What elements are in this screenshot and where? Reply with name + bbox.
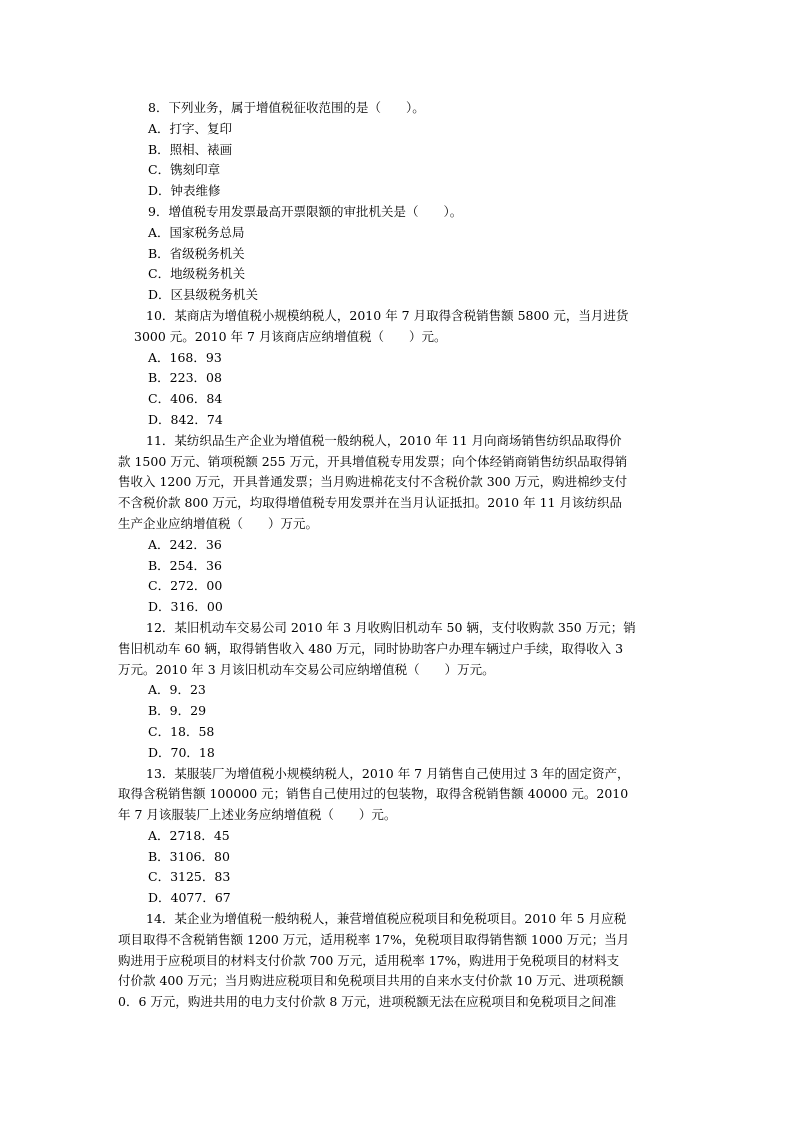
question-list: [118, 98, 658, 1013]
question-9-option-d: D．区县级税务机关: [148, 287, 259, 303]
question-12-option-a: A．9．23: [148, 682, 206, 698]
question-14-stem-line-4: 付价款 400 万元；当月购进应税项目和免税项目共用的自来水支付价款 10 万元、进项税额: [118, 973, 624, 989]
question-10-option-c: C．406．84: [148, 391, 223, 407]
question-10-option-d: D．842．74: [148, 411, 223, 427]
question-13-option-b: B．3106．80: [148, 848, 230, 864]
question-8-option-d: D．钟表维修: [148, 183, 221, 199]
question-11-stem-line-5: 生产企业应纳增值税（ ）万元。: [118, 515, 319, 531]
question-11-stem-line-3: 售收入 1200 万元，开具普通发票；当月购进棉花支付不含税价款 300 万元，购进棉纱支付: [118, 474, 628, 490]
question-10-stem-line-2: 3000 元。2010 年 7 月该商店应纳增值税（ ）元。: [134, 328, 447, 344]
question-9-stem: 9．增值税专用发票最高开票限额的审批机关是（ ）。: [148, 203, 463, 219]
question-11-stem-line-1: 11．某纺织品生产企业为增值税一般纳税人，2010 年 11 月向商场销售纺织品取得价: [146, 432, 622, 448]
question-9-option-a: A．国家税务总局: [148, 224, 245, 240]
question-14-stem-line-2: 项目取得不含税销售额 1200 万元，适用税率 17%，免税项目取得销售额 1000 万元；当月: [118, 931, 630, 947]
question-13-option-d: D．4077．67: [148, 890, 231, 906]
question-11-option-b: B．254．36: [148, 557, 222, 573]
question-9-option-c: C．地级税务机关: [148, 266, 246, 282]
question-12-option-b: B．9．29: [148, 703, 207, 719]
question-10-option-b: B．223．08: [148, 370, 222, 386]
question-8-option-b: B．照相、裱画: [148, 141, 233, 157]
question-12-stem-line-1: 12．某旧机动车交易公司 2010 年 3 月收购旧机动车 50 辆，支付收购款 350 万元；销: [146, 619, 636, 635]
question-12-option-d: D．70．18: [148, 744, 215, 760]
question-14-stem-line-1: 14．某企业为增值税一般纳税人，兼营增值税应税项目和免税项目。2010 年 5 月应税: [146, 911, 627, 927]
question-8-option-a: A．打字、复印: [148, 120, 233, 136]
question-13-stem-line-3: 年 7 月该服装厂上述业务应纳增值税（ ）元。: [118, 807, 397, 823]
question-12-option-c: C．18．58: [148, 723, 215, 739]
question-14-stem-line-5: 0．6 万元，购进共用的电力支付价款 8 万元，进项税额无法在应税项目和免税项目之间准: [118, 994, 617, 1010]
question-12-stem-line-2: 售旧机动车 60 辆，取得销售收入 480 万元，同时协助客户办理车辆过户手续，取得收入 3: [118, 640, 624, 656]
question-10-stem-line-1: 10．某商店为增值税小规模纳税人，2010 年 7 月取得含税销售额 5800 元，当月进货: [146, 307, 629, 323]
question-8-option-c: C．镌刻印章: [148, 162, 221, 178]
question-11-stem-line-4: 不含税价款 800 万元，均取得增值税专用发票并在当月认证抵扣。2010 年 11 月该纺织品: [118, 495, 622, 511]
question-11-stem-line-2: 款 1500 万元、销项税额 255 万元，开具增值税专用发票；向个体经销商销售纺织品取得销: [118, 453, 628, 469]
question-14-stem-line-3: 购进用于应税项目的材料支付价款 700 万元，适用税率 17%，购进用于免税项目的材料支: [118, 952, 620, 968]
question-12-stem-line-3: 万元。2010 年 3 月该旧机动车交易公司应纳增值税（ ）万元。: [118, 661, 495, 677]
question-10-option-a: A．168．93: [148, 349, 222, 365]
question-11-option-a: A．242．36: [148, 536, 222, 552]
question-13-stem-line-1: 13．某服装厂为增值税小规模纳税人，2010 年 7 月销售自己使用过 3 年的固定资产，: [146, 765, 630, 781]
question-13-stem-line-2: 取得含税销售额 100000 元；销售自己使用过的包装物，取得含税销售额 40000 元。2010: [118, 786, 629, 802]
question-11-option-c: C．272．00: [148, 578, 223, 594]
question-8-stem: 8．下列业务，属于增值税征收范围的是（ ）。: [148, 100, 425, 115]
question-11-option-d: D．316．00: [148, 599, 223, 615]
question-9-option-b: B．省级税务机关: [148, 245, 245, 261]
question-13-option-a: A．2718．45: [148, 827, 230, 843]
question-13-option-c: C．3125．83: [148, 869, 231, 885]
